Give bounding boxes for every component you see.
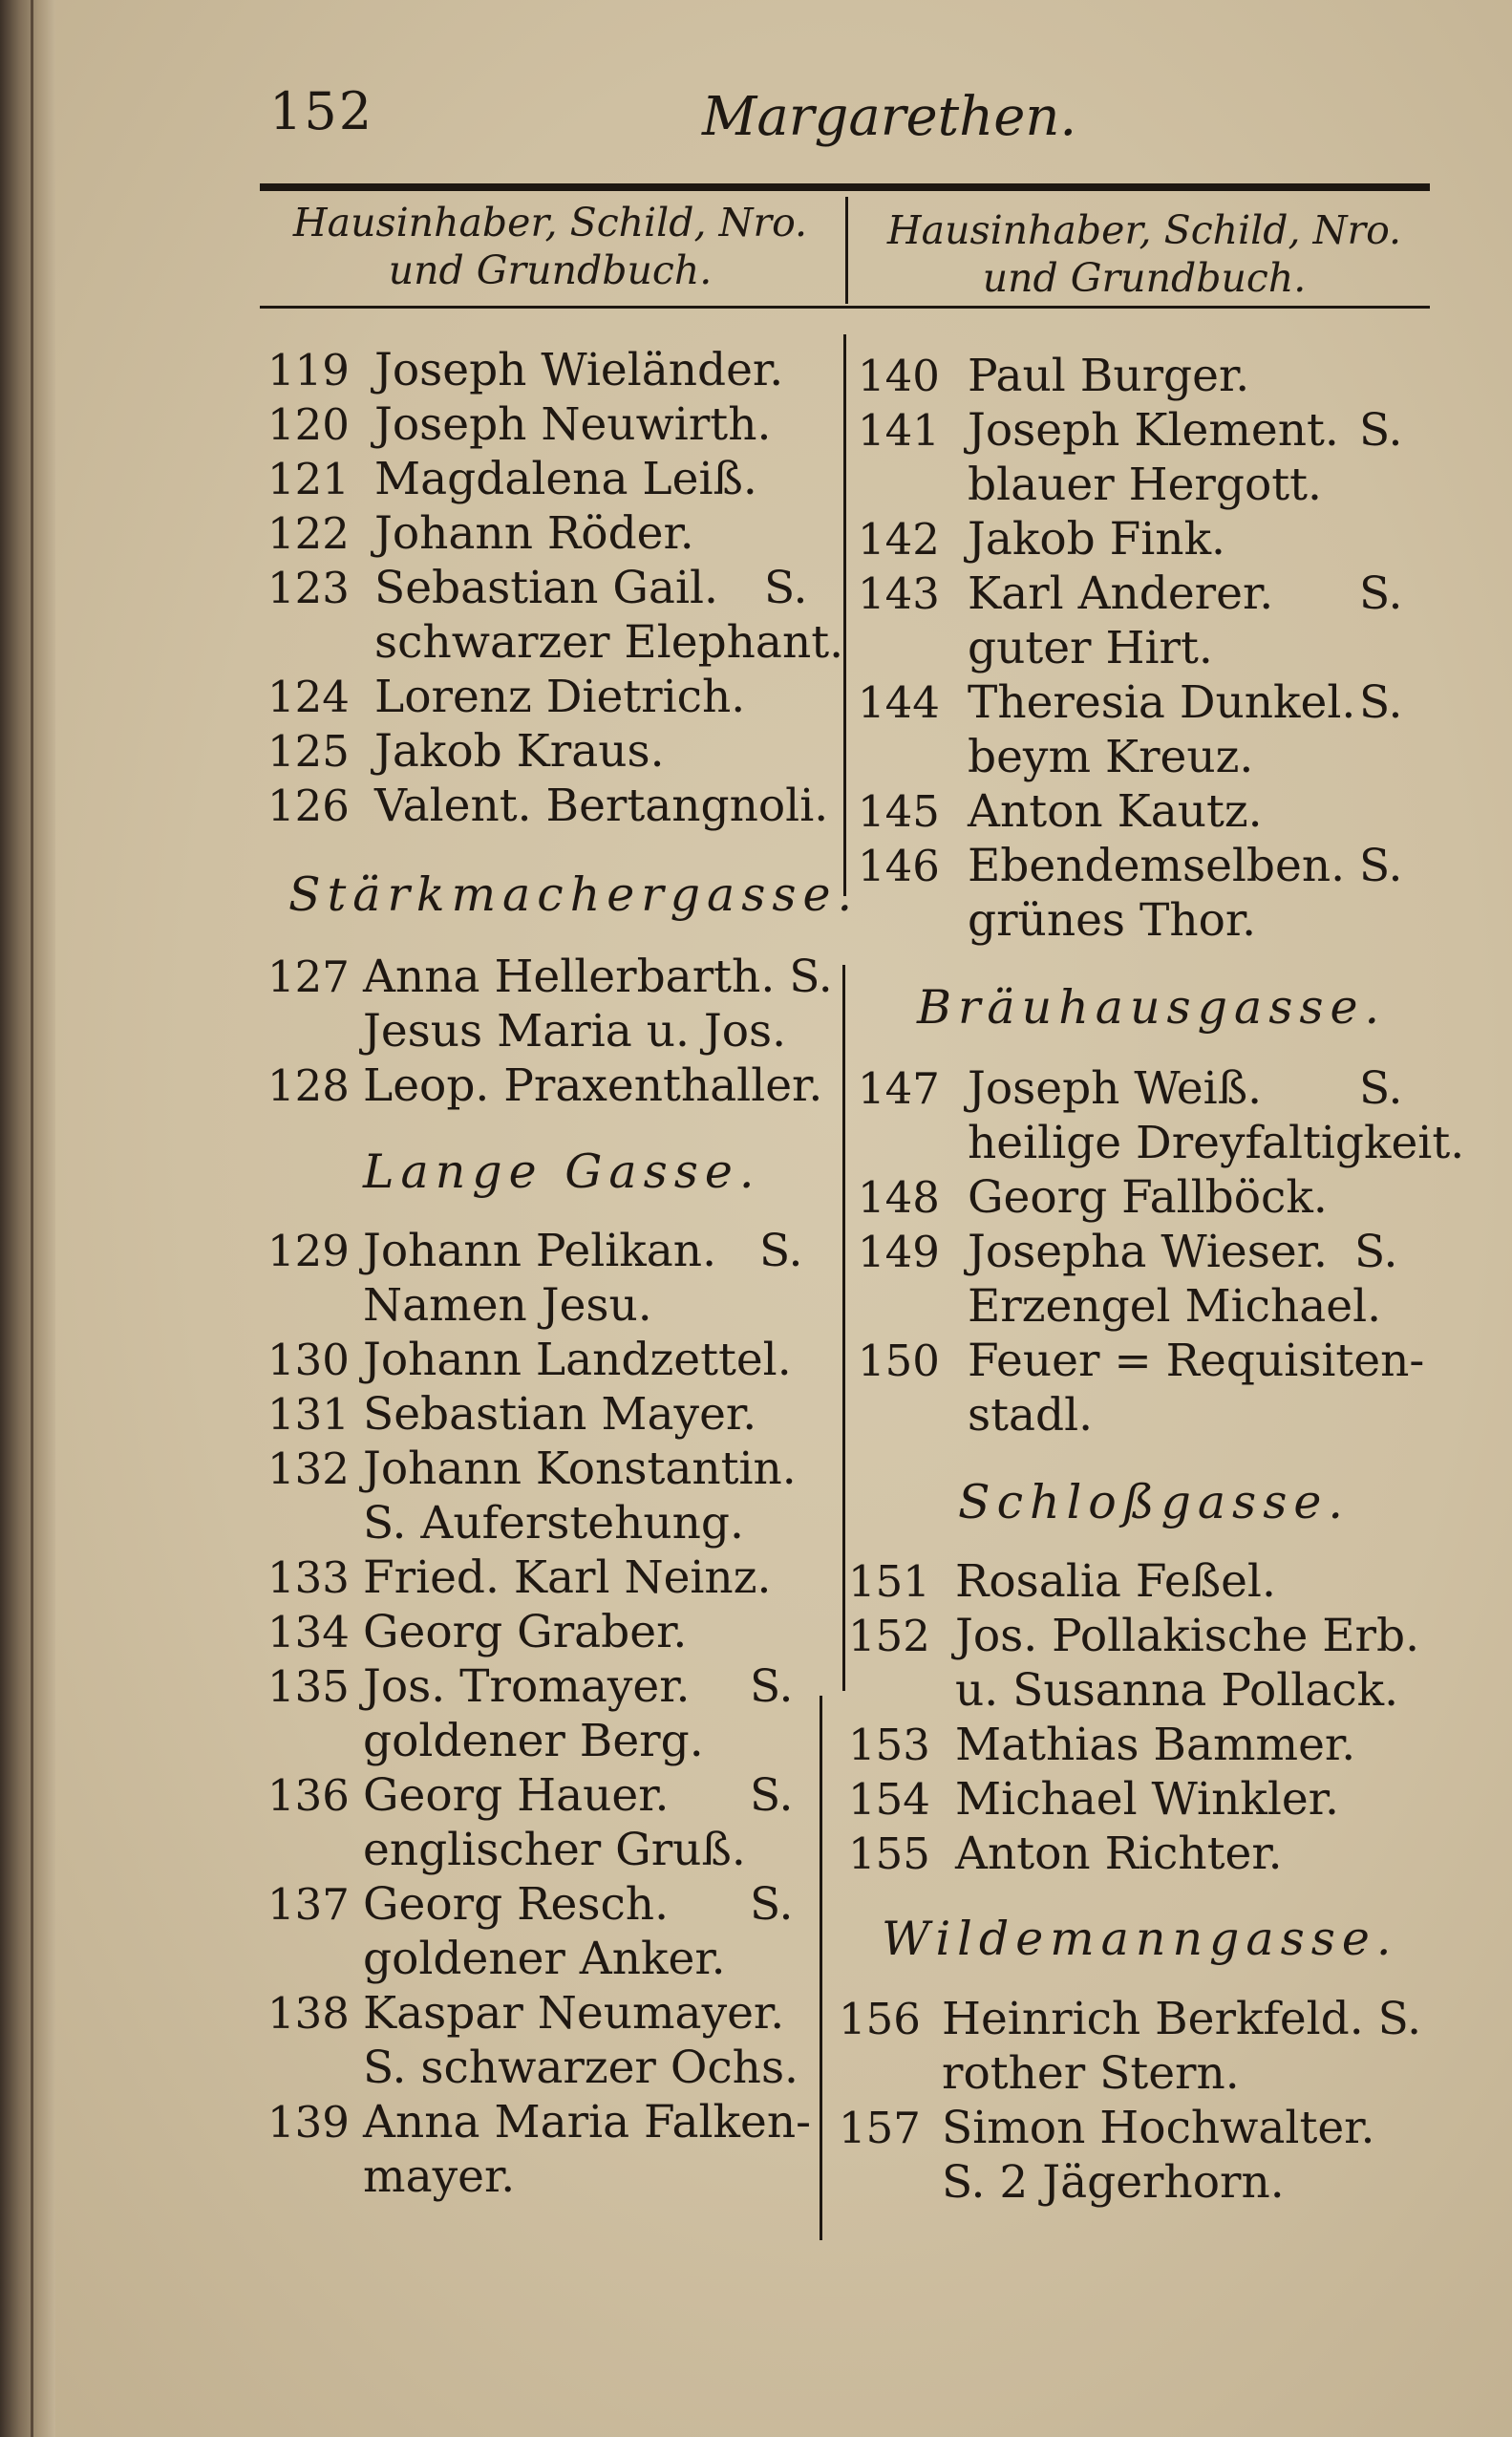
house-number: 135 <box>267 1661 350 1712</box>
house-sign: englischer Gruß. <box>363 1824 746 1876</box>
header-left <box>264 199 837 294</box>
owner-name: Magdalena Leiß. <box>374 453 757 505</box>
header-bottom-rule <box>260 306 1430 309</box>
street-heading: Schloßgasse. <box>958 1475 1350 1529</box>
owner-name-cont: u. Susanna Pollack. <box>955 1664 1399 1717</box>
house-sign: S. 2 Jägerhorn. <box>942 2156 1285 2209</box>
house-number: 133 <box>267 1552 350 1603</box>
header-top-rule <box>260 183 1430 191</box>
street-heading: Wildemanngasse. <box>882 1912 1398 1966</box>
house-sign: Jesus Maria u. Jos. <box>363 1005 787 1058</box>
owner-name: Theresia Dunkel. <box>968 676 1356 729</box>
house-number: 120 <box>267 399 350 450</box>
sign-abbrev: S. <box>764 562 808 614</box>
house-number: 145 <box>858 786 940 837</box>
sign-abbrev: S. <box>1354 1226 1398 1278</box>
street-heading: Bräuhausgasse. <box>917 980 1387 1035</box>
house-number: 149 <box>858 1227 940 1277</box>
house-sign: S. schwarzer Ochs. <box>363 2042 799 2094</box>
house-number: 137 <box>267 1879 350 1930</box>
owner-name: Jakob Fink. <box>968 513 1225 566</box>
house-sign: rother Stern. <box>942 2047 1240 2100</box>
owner-name: Michael Winkler. <box>955 1773 1339 1826</box>
house-number: 153 <box>848 1720 930 1770</box>
owner-name: Johann Landzettel. <box>363 1334 792 1386</box>
house-number: 124 <box>267 672 350 722</box>
house-number: 131 <box>267 1389 350 1440</box>
owner-name-cont: mayer. <box>363 2150 516 2203</box>
owner-name: Anton Kautz. <box>968 785 1263 838</box>
owner-name: Mathias Bammer. <box>955 1719 1356 1771</box>
owner-name: Leop. Praxenthaller. <box>363 1059 823 1112</box>
page-number: 152 <box>269 81 374 141</box>
house-number: 134 <box>267 1607 350 1657</box>
house-number: 139 <box>267 2097 350 2148</box>
owner-name: Lorenz Dietrich. <box>374 671 746 723</box>
house-sign: goldener Anker. <box>363 1933 726 1985</box>
owner-name: Karl Anderer. <box>968 567 1274 620</box>
owner-name: Georg Hauer. <box>363 1769 670 1822</box>
owner-name: Jakob Kraus. <box>374 725 665 778</box>
house-number: 132 <box>267 1443 350 1494</box>
header-right-line2: und Grundbuch. <box>982 255 1307 301</box>
owner-name: Anna Hellerbarth. S. <box>363 951 833 1003</box>
house-number: 127 <box>267 951 350 1002</box>
house-number: 119 <box>267 345 350 395</box>
house-number: 125 <box>267 726 350 777</box>
header-left-line2: und Grundbuch. <box>388 247 713 293</box>
column-divider-lower <box>820 1696 822 2240</box>
sign-abbrev: S. <box>1359 840 1403 892</box>
column-divider-upper <box>843 334 846 896</box>
sign-abbrev: S. <box>750 1878 794 1931</box>
owner-name-cont: stadl. <box>968 1389 1094 1442</box>
house-number: 148 <box>858 1172 940 1223</box>
house-number: 147 <box>858 1063 940 1114</box>
house-number: 142 <box>858 514 940 565</box>
house-number: 136 <box>267 1770 350 1821</box>
house-number: 150 <box>858 1336 940 1386</box>
owner-name: Sebastian Mayer. <box>363 1388 757 1441</box>
sign-abbrev: S. <box>750 1660 794 1713</box>
owner-name: Valent. Bertangnoli. <box>374 780 829 832</box>
sign-abbrev: S. <box>759 1225 803 1277</box>
house-number: 123 <box>267 563 350 613</box>
street-heading: Lange Gasse. <box>363 1144 761 1199</box>
owner-name: Johann Röder. <box>374 507 694 560</box>
running-head: Margarethen. <box>702 86 1077 148</box>
header-right-line1: Hausinhaber, Schild, Nro. <box>886 207 1402 253</box>
owner-name: Georg Resch. <box>363 1878 670 1931</box>
header-column-divider <box>845 197 848 304</box>
house-sign: beym Kreuz. <box>968 731 1254 783</box>
sign-abbrev: S. <box>1359 567 1403 620</box>
column-divider-middle <box>842 965 845 1691</box>
house-number: 144 <box>858 677 940 728</box>
house-number: 146 <box>858 841 940 891</box>
house-number: 156 <box>839 1994 921 2044</box>
house-number: 138 <box>267 1988 350 2039</box>
street-heading: Stärkmachergasse. <box>288 867 860 922</box>
owner-name: Georg Fallböck. <box>968 1171 1328 1224</box>
house-number: 143 <box>858 568 940 619</box>
owner-name: Johann Konstantin. <box>363 1443 797 1495</box>
owner-name: Kaspar Neumayer. <box>363 1987 785 2040</box>
house-number: 154 <box>848 1774 930 1825</box>
house-sign: Erzengel Michael. <box>968 1280 1382 1333</box>
owner-name: Joseph Neuwirth. <box>374 398 772 451</box>
owner-name: Jos. Pollakische Erb. <box>955 1610 1420 1662</box>
owner-name: Josepha Wieser. <box>968 1226 1328 1278</box>
house-number: 126 <box>267 780 350 831</box>
book-binding-shadow <box>0 0 55 2437</box>
house-sign: Namen Jesu. <box>363 1279 652 1332</box>
owner-name: Joseph Klement. <box>968 404 1339 457</box>
sign-abbrev: S. <box>1359 1062 1403 1115</box>
owner-name: Georg Graber. <box>363 1606 688 1658</box>
house-number: 151 <box>848 1556 930 1607</box>
owner-name: Anton Richter. <box>955 1828 1283 1880</box>
house-sign: S. Auferstehung. <box>363 1497 744 1550</box>
house-sign: guter Hirt. <box>968 622 1213 674</box>
owner-name: Joseph Weiß. <box>968 1062 1263 1115</box>
house-sign: heilige Dreyfaltigkeit. <box>968 1117 1465 1169</box>
owner-name: Simon Hochwalter. <box>942 2102 1375 2154</box>
owner-name: Ebendemselben. <box>968 840 1346 892</box>
house-sign: schwarzer Elephant. <box>374 616 844 669</box>
house-number: 152 <box>848 1611 930 1661</box>
sign-abbrev: S. <box>1359 676 1403 729</box>
owner-name: Joseph Wieländer. <box>374 344 784 396</box>
house-number: 141 <box>858 405 940 456</box>
house-sign: blauer Hergott. <box>968 459 1322 511</box>
sign-abbrev: S. <box>750 1769 794 1822</box>
owner-name: Heinrich Berkfeld. S. <box>942 1993 1422 2045</box>
house-number: 130 <box>267 1335 350 1385</box>
owner-name: Jos. Tromayer. <box>363 1660 691 1713</box>
header-right <box>853 206 1436 302</box>
house-number: 129 <box>267 1226 350 1276</box>
house-number: 140 <box>858 351 940 401</box>
binding-edge <box>31 0 33 2437</box>
house-number: 157 <box>839 2103 921 2153</box>
owner-name: Paul Burger. <box>968 350 1250 402</box>
owner-name: Anna Maria Falken- <box>363 2096 811 2148</box>
house-number: 128 <box>267 1060 350 1111</box>
house-sign: grünes Thor. <box>968 894 1257 947</box>
owner-name: Sebastian Gail. <box>374 562 718 614</box>
owner-name: Feuer = Requisiten- <box>968 1335 1425 1387</box>
owner-name: Fried. Karl Neinz. <box>363 1551 772 1604</box>
header-left-line1: Hausinhaber, Schild, Nro. <box>292 200 808 246</box>
owner-name: Rosalia Feßel. <box>955 1555 1276 1608</box>
house-number: 122 <box>267 508 350 559</box>
owner-name: Johann Pelikan. <box>363 1225 717 1277</box>
sign-abbrev: S. <box>1359 404 1403 457</box>
house-number: 155 <box>848 1828 930 1879</box>
house-sign: goldener Berg. <box>363 1715 704 1767</box>
house-number: 121 <box>267 454 350 504</box>
